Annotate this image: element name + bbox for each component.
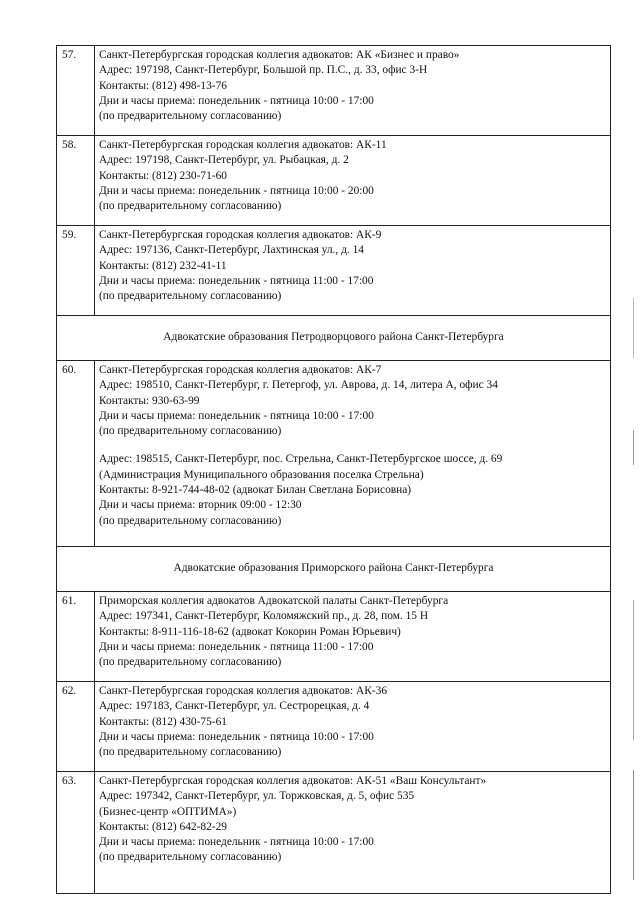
address: Адрес: 197198, Санкт-Петербург, ул. Рыбацкая, д. 2: [99, 154, 349, 167]
section-row: [57, 316, 611, 361]
entry-number: 62.: [57, 682, 95, 772]
address: Адрес: 197341, Санкт-Петербург, Коломяжский пр., д. 28, пом. 15 Н: [99, 610, 429, 623]
entry-details: [95, 361, 611, 547]
contacts: Контакты: (812) 230-71-60: [99, 169, 227, 182]
reception-hours: Дни и часы приема: понедельник - пятница 10:00 - 20:00: [99, 184, 374, 197]
entry-number: 58.: [57, 136, 95, 226]
reception-hours: Дни и часы приема: понедельник - пятница 11:00 - 17:00: [99, 640, 374, 653]
address: Адрес: 197342, Санкт-Петербург, ул. Торжковская, д. 5, офис 535: [99, 790, 415, 803]
table-row: [57, 136, 611, 226]
address: Адрес: 197136, Санкт-Петербург, Лахтинская ул., д. 14: [99, 244, 364, 257]
entry-details: [95, 772, 611, 894]
second-address: Адрес: 198515, Санкт-Петербург, пос. Стрельна, Санкт-Петербургское шоссе, д. 69: [99, 453, 503, 466]
address-note: (Бизнес-центр «ОПТИМА»): [99, 805, 237, 818]
org-name: Санкт-Петербургская городская коллегия адвокатов: АК-7: [99, 364, 382, 376]
table-row: [57, 226, 611, 316]
table-row: [57, 592, 611, 682]
reception-hours: Дни и часы приема: понедельник - пятница 11:00 - 17:00: [99, 274, 374, 287]
org-name: Санкт-Петербургская городская коллегия адвокатов: АК-36: [99, 685, 388, 697]
org-name: Санкт-Петербургская городская коллегия адвокатов: АК «Бизнес и право»: [99, 49, 460, 61]
org-name: Санкт-Петербургская городская коллегия адвокатов: АК-11: [99, 139, 387, 151]
org-name: Приморская коллегия адвокатов Адвокатской палаты Санкт-Петербурга: [99, 595, 449, 607]
appointment-note: (по предварительному согласованию): [99, 425, 282, 438]
contacts: Контакты: (812) 232-41-11: [99, 259, 227, 272]
second-contacts: Контакты: 8-921-744-48-02 (адвокат Билан Светлана Борисовна): [99, 484, 412, 497]
second-appointment-note: (по предварительному согласованию): [99, 514, 282, 527]
appointment-note: (по предварительному согласованию): [99, 746, 282, 759]
table-row: [57, 361, 611, 547]
entry-details: [95, 226, 611, 316]
entry-details: [95, 592, 611, 682]
table-row: [57, 682, 611, 772]
scan-edge-mark: [633, 298, 634, 358]
reception-hours: Дни и часы приема: понедельник - пятница 10:00 - 17:00: [99, 409, 374, 422]
section-heading-primorsky: Адвокатские образования Приморского района Санкт-Петербурга: [57, 547, 611, 592]
org-name: Санкт-Петербургская городская коллегия адвокатов: АК-51 «Ваш Консультант»: [99, 775, 487, 787]
reception-hours: Дни и часы приема: понедельник - пятница 10:00 - 17:00: [99, 94, 374, 107]
contacts: Контакты: (812) 498-13-76: [99, 79, 227, 92]
entry-details: [95, 682, 611, 772]
entry-number: 61.: [57, 592, 95, 682]
appointment-note: (по предварительному согласованию): [99, 656, 282, 669]
contacts: Контакты: (812) 430-75-61: [99, 715, 227, 728]
scan-edge-mark: [633, 770, 634, 880]
appointment-note: (по предварительному согласованию): [99, 290, 282, 303]
address: Адрес: 198510, Санкт-Петербург, г. Петергоф, ул. Аврова, д. 14, литера А, офис 34: [99, 379, 498, 392]
second-reception-hours: Дни и часы приема: вторник 09:00 - 12:30: [99, 499, 302, 512]
law-offices-table: [56, 45, 611, 894]
second-address-note: (Администрация Муниципального образования поселка Стрельна): [99, 468, 424, 481]
section-row: [57, 547, 611, 592]
entry-number: 63.: [57, 772, 95, 894]
address: Адрес: 197183, Санкт-Петербург, ул. Сестрорецкая, д. 4: [99, 700, 370, 713]
scan-edge-mark: [633, 600, 634, 740]
entry-details: [95, 136, 611, 226]
entry-details: [95, 46, 611, 136]
table-row: [57, 46, 611, 136]
appointment-note: (по предварительному согласованию): [99, 851, 282, 864]
contacts: Контакты: 8-911-116-18-62 (адвокат Кокорин Роман Юрьевич): [99, 625, 401, 638]
entry-number: 59.: [57, 226, 95, 316]
section-heading-petrodvortsovy: Адвокатские образования Петродворцового района Санкт-Петербурга: [57, 316, 611, 361]
appointment-note: (по предварительному согласованию): [99, 200, 282, 213]
entry-number: 57.: [57, 46, 95, 136]
appointment-note: (по предварительному согласованию): [99, 110, 282, 123]
table-row: [57, 772, 611, 894]
contacts: Контакты: 930-63-99: [99, 394, 200, 407]
scan-edge-mark: [633, 430, 634, 465]
contacts: Контакты: (812) 642-82-29: [99, 820, 227, 833]
entry-number: 60.: [57, 361, 95, 547]
paragraph-gap: [99, 439, 606, 452]
address: Адрес: 197198, Санкт-Петербург, Большой пр. П.С., д. 33, офис 3-Н: [99, 64, 428, 77]
reception-hours: Дни и часы приема: понедельник - пятница 10:00 - 17:00: [99, 730, 374, 743]
org-name: Санкт-Петербургская городская коллегия адвокатов: АК-9: [99, 229, 382, 241]
reception-hours: Дни и часы приема: понедельник - пятница 10:00 - 17:00: [99, 836, 374, 849]
